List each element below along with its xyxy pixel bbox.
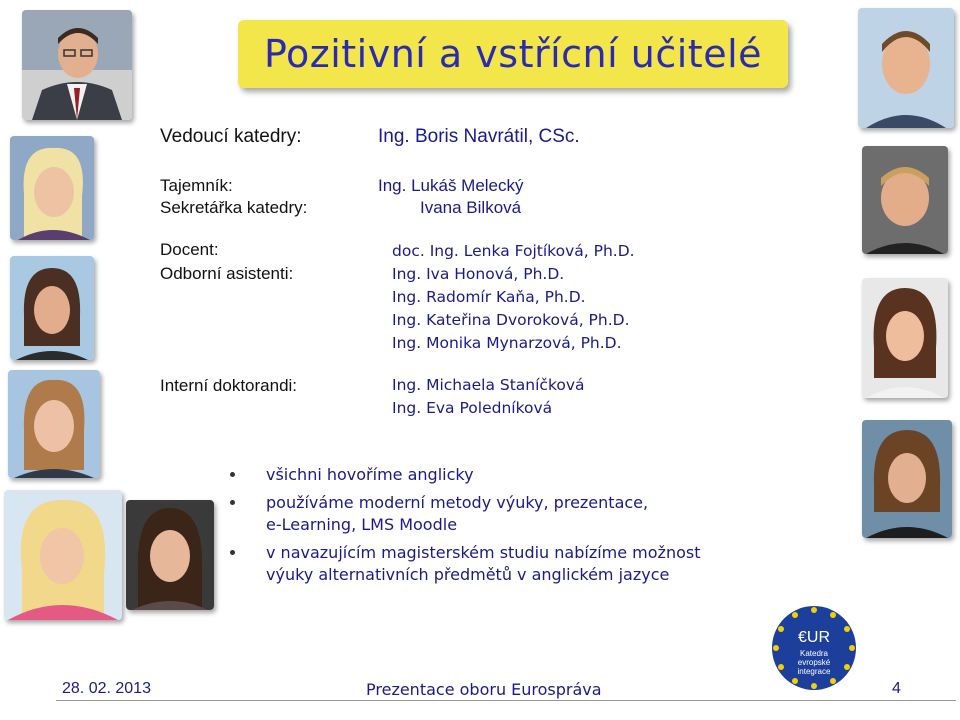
portrait-photo-docent bbox=[10, 256, 94, 360]
bullet-text: v navazujícím magisterském studiu nabízíme možnost bbox=[266, 543, 701, 562]
portrait-photo-man-top-right bbox=[858, 8, 954, 128]
name-phd-2: Ing. Eva Poledníková bbox=[392, 399, 553, 417]
name-docent: doc. Ing. Lenka Fojtíková, Ph.D. bbox=[392, 242, 635, 260]
bullet-item bbox=[230, 492, 830, 536]
name-assistant-1: Ing. Iva Honová, Ph.D. bbox=[392, 265, 565, 283]
bullet-text-continued: výuky alternativních předmětů v anglickém jazyce bbox=[266, 565, 670, 584]
department-logo bbox=[770, 604, 858, 692]
label-tajemnik: Tajemník: bbox=[160, 176, 233, 195]
logo-line-1: Katedra bbox=[799, 649, 829, 658]
bullet-text: všichni hovoříme anglicky bbox=[266, 465, 474, 484]
name-head: Ing. Boris Navrátil, CSc. bbox=[378, 126, 580, 147]
portrait-photo-young-woman bbox=[126, 500, 214, 610]
name-assistant-4: Ing. Monika Mynarzová, Ph.D. bbox=[392, 334, 622, 352]
portrait-photo-secretary bbox=[10, 136, 94, 240]
logo-line-2: evropské bbox=[797, 658, 831, 667]
portrait-photo-head bbox=[22, 10, 132, 120]
footer-title: Prezentace oboru Eurospráva bbox=[366, 680, 602, 699]
label-phd: Interní doktorandi: bbox=[160, 376, 298, 395]
portrait-photo-woman-right-bottom bbox=[862, 420, 952, 538]
portrait-photo-blonde bbox=[4, 490, 122, 620]
title-banner bbox=[238, 20, 788, 88]
name-phd-1: Ing. Michaela Staníčková bbox=[392, 376, 585, 394]
name-assistant-2: Ing. Radomír Kaňa, Ph.D. bbox=[392, 288, 586, 306]
label-secretary: Sekretářka katedry: bbox=[160, 198, 308, 217]
footer-page-number: 4 bbox=[892, 680, 901, 697]
bullet-text-continued: e-Learning, LMS Moodle bbox=[266, 515, 458, 534]
footer-divider bbox=[56, 700, 956, 701]
slide-title: Pozitivní a vstřícní učitelé bbox=[263, 32, 763, 76]
portrait-photo-man-right bbox=[862, 146, 948, 254]
bullet-item bbox=[230, 464, 830, 486]
name-tajemnik: Ing. Lukáš Melecký bbox=[378, 176, 524, 195]
bullet-text: používáme moderní metody výuky, prezentace, bbox=[266, 493, 649, 512]
portrait-photo-woman-right bbox=[862, 278, 948, 398]
bullet-icon bbox=[230, 472, 235, 477]
name-assistant-3: Ing. Kateřina Dvoroková, Ph.D. bbox=[392, 311, 630, 329]
bullet-list bbox=[230, 464, 830, 590]
label-head: Vedoucí katedry: bbox=[160, 126, 302, 147]
label-assistants: Odborní asistenti: bbox=[160, 264, 294, 283]
bullet-icon bbox=[230, 500, 235, 505]
logo-mark: €UR bbox=[797, 629, 831, 646]
footer-date: 28. 02. 2013 bbox=[62, 680, 151, 697]
label-docent: Docent: bbox=[160, 240, 219, 259]
bullet-item bbox=[230, 542, 830, 586]
name-secretary: Ivana Bilková bbox=[420, 198, 522, 217]
logo-line-3: integrace bbox=[797, 667, 831, 676]
portrait-photo-doctoral-left bbox=[8, 370, 100, 478]
bullet-icon bbox=[230, 550, 235, 555]
